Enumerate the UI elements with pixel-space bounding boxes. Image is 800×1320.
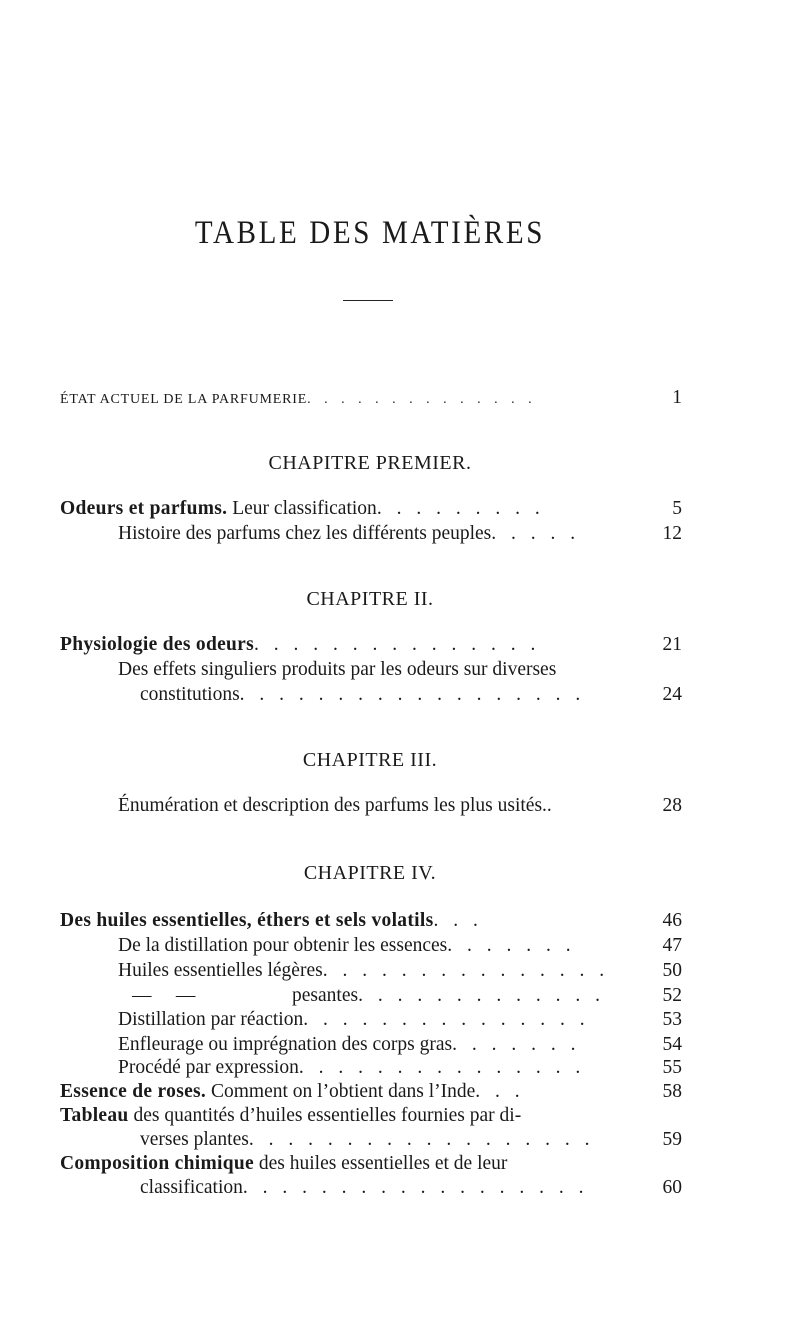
leader-dots: . . . [475,1081,525,1102]
toc-entry-text [60,908,483,934]
entry-text: Comment on l’obtient dans l’Inde [206,1081,476,1102]
toc-entry-continuation [0,682,800,708]
entry-bold-title: Composition chimique [60,1153,254,1174]
entry-text: Histoire des parfums chez les différents peuples [118,523,492,544]
page-number: 52 [662,985,682,1006]
toc-entry [0,958,800,984]
chapter-heading: CHAPITRE II. [306,588,434,610]
leader-dots: . . . . . . . . . . . . . . . [303,1009,590,1030]
entry-text: Leur classification [227,498,377,519]
entry-text: Procédé par expression [118,1057,299,1078]
toc-entry-text [60,632,540,658]
toc-entry [0,908,800,934]
entry-text: Des effets singuliers produits par les odeurs sur diverses [118,659,557,680]
page-number: 50 [662,960,682,981]
page-number: 60 [662,1177,682,1198]
toc-entry-continuation [0,1127,800,1153]
page-number: 46 [662,910,682,931]
toc-entry [0,1079,800,1105]
leader-dots: . . . . . . . . . [376,498,545,519]
chapter-heading: CHAPITRE IV. [303,862,437,884]
page-number: 1 [672,387,682,408]
toc-entry-text [60,1103,521,1129]
page-number: 5 [672,498,682,519]
entry-text: De la distillation pour obtenir les essences [118,935,448,956]
page-number: 53 [662,1009,682,1030]
entry-bold-title: Essence de roses. [60,1081,207,1102]
toc-entry-text [118,1007,590,1033]
toc-entry [0,793,800,819]
page-number: 28 [662,795,682,816]
entry-bold-title: Physiologie des odeurs [60,634,255,655]
toc-entry [0,632,800,658]
leader-dots: . . . . . . . [447,935,576,956]
toc-entry [0,1151,800,1177]
entry-text: des huiles essentielles et de leur [253,1153,508,1174]
toc-entry [0,933,800,959]
page-number: 47 [662,935,682,956]
entry-text: pesantes [292,985,359,1006]
page-number: 21 [662,634,682,655]
toc-entry [0,1055,800,1081]
toc-entry-text [140,682,585,708]
toc-entry-text [118,933,576,959]
toc-entry-text [118,958,609,984]
toc-entry [0,1103,800,1129]
leader-dots: . . . . . . . . . . . . . . . [298,1057,586,1078]
entry-text: Distillation par réaction [118,1009,304,1030]
page-number: 12 [662,523,682,544]
page-number: 55 [662,1057,682,1078]
toc-entry [0,521,800,547]
leader-dots: . . . . . . . . . . . . . [358,985,605,1006]
entry-bold-title: Odeurs et parfums. [60,498,228,519]
page-number: 58 [662,1081,682,1102]
ditto-dashes: — — [132,985,196,1006]
toc-entry [0,983,800,1009]
page-title: TABLE DES MATIÈRES [194,215,546,251]
toc-entry-text [118,521,580,547]
leader-dots: . . . . . . . . . . . . . . . . . . [239,684,586,705]
page-number: 24 [662,684,682,705]
entry-bold-title: Des huiles essentielles, éthers et sels volatils [60,910,434,931]
toc-entry [0,496,800,522]
leader-dots: . . . [433,910,483,931]
entry-text: Huiles essentielles légères [118,960,323,981]
title-rule [343,300,393,301]
leader-dots: .. [542,795,552,816]
leader-dots: . . . . . . . . . . . . . . . . . . [242,1177,589,1198]
toc-entry-text [292,983,605,1009]
entry-bold-title: Tableau [60,1105,129,1126]
leader-dots: . . . . . [491,523,581,544]
chapter-heading: CHAPITRE III. [302,749,438,771]
entry-text: des quantités d’huiles essentielles fournies par di- [128,1105,522,1126]
page-number: 54 [662,1034,682,1055]
toc-entry-text [60,496,545,522]
intro-label: ÉTAT ACTUEL DE LA PARFUMERIE [60,392,308,407]
toc-entry-continuation [0,1175,800,1201]
toc-entry-text [60,387,537,413]
toc-entry-text [60,1151,507,1177]
toc-entry-text [118,1055,585,1081]
leader-dots: . . . . . . . . . . . . . . [307,392,537,407]
toc-entry-text [140,1127,594,1153]
entry-text: Enfleurage ou imprégnation des corps gras [118,1034,453,1055]
leader-dots: . . . . . . . . . . . . . . . [322,960,610,981]
leader-dots: . . . . . . . [452,1034,581,1055]
entry-text: verses plantes [140,1129,249,1150]
chapter-heading: CHAPITRE PREMIER. [268,452,472,474]
page-number: 59 [662,1129,682,1150]
entry-text: Énumération et description des parfums les plus usités [118,795,543,816]
leader-dots: . . . . . . . . . . . . . . . [254,634,541,655]
toc-entry-text [60,1079,525,1105]
entry-text: classification [140,1177,243,1198]
leader-dots: . . . . . . . . . . . . . . . . . . [248,1129,595,1150]
toc-entry-text [140,1175,589,1201]
toc-entry [0,657,800,683]
toc-entry [0,1007,800,1033]
toc-entry-text [118,793,552,819]
entry-text: constitutions [140,684,240,705]
toc-entry-intro [0,385,800,411]
